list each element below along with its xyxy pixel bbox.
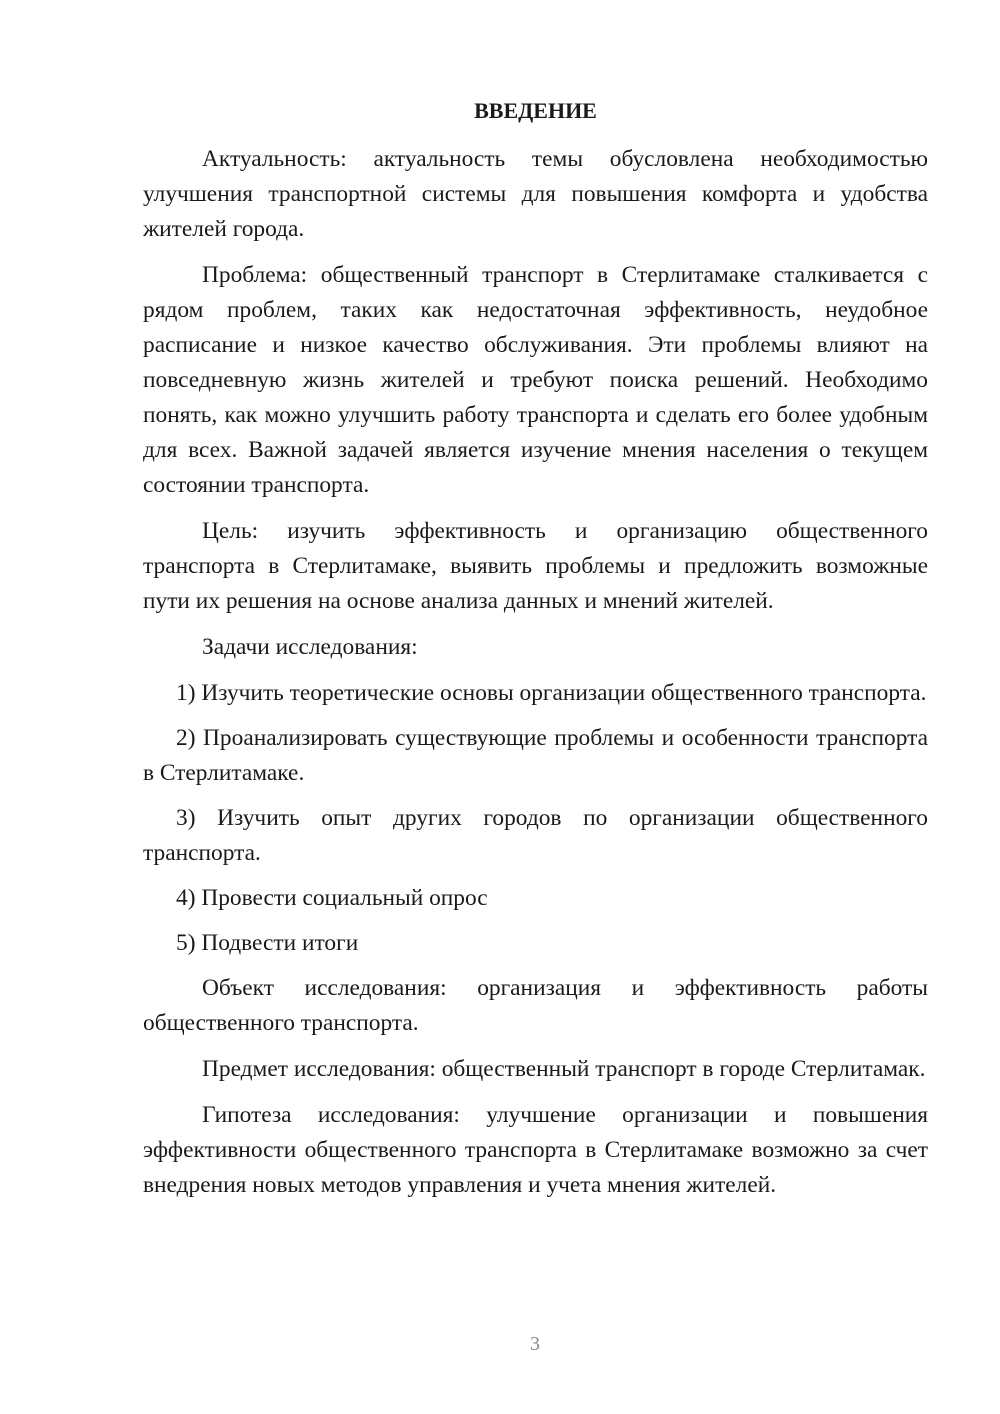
section-title: ВВЕДЕНИЕ [474, 98, 597, 123]
paragraph-goal: Цель: изучить эффективность и организацию общественного транспорта в Стерлитамаке, выявить проблемы и предложить возможные пути их решения на основе анализа данных и мнений жителей. [143, 518, 928, 614]
tasks-list [143, 676, 928, 961]
tasks-header: Задачи исследования: [202, 634, 418, 660]
paragraph-object: Объект исследования: организация и эффективность работы общественного транспорта. [143, 975, 928, 1036]
task-item: 1) Изучить теоретические основы организации общественного транспорта. [176, 680, 927, 706]
task-item: 5) Подвести итоги [176, 930, 359, 956]
document-body [143, 93, 928, 1214]
task-item: 4) Провести социальный опрос [176, 885, 488, 911]
paragraph-problem: Проблема: общественный транспорт в Стерлитамаке сталкивается с рядом проблем, таких как недостаточная эффективность, неудобное расписание и низкое качество обслуживания. Эти проблемы влияют на повседневную жизнь жителей и требуют поиска решений. Необходимо понять, как можно улучшить работу транспорта и сделать его более удобным для всех. Важной задачей является изучение мнения населения о текущем состоянии транспорта. [143, 262, 928, 498]
paragraph-relevance: Актуальность: актуальность темы обусловлена необходимостью улучшения транспортной системы для повышения комфорта и удобства жителей города. [143, 146, 928, 242]
paragraph-subject: Предмет исследования: общественный транспорт в городе Стерлитамак. [202, 1056, 926, 1082]
task-item: 2) Проанализировать существующие проблемы и особенности транспорта в Стерлитамаке. [143, 725, 928, 786]
page-number: 3 [530, 1333, 540, 1355]
paragraph-hypothesis: Гипотеза исследования: улучшение организации и повышения эффективности общественного транспорта в Стерлитамаке возможно за счет внедрения новых методов управления и учета мнения жителей. [143, 1102, 928, 1198]
task-item: 3) Изучить опыт других городов по организации общественного транспорта. [143, 805, 928, 866]
